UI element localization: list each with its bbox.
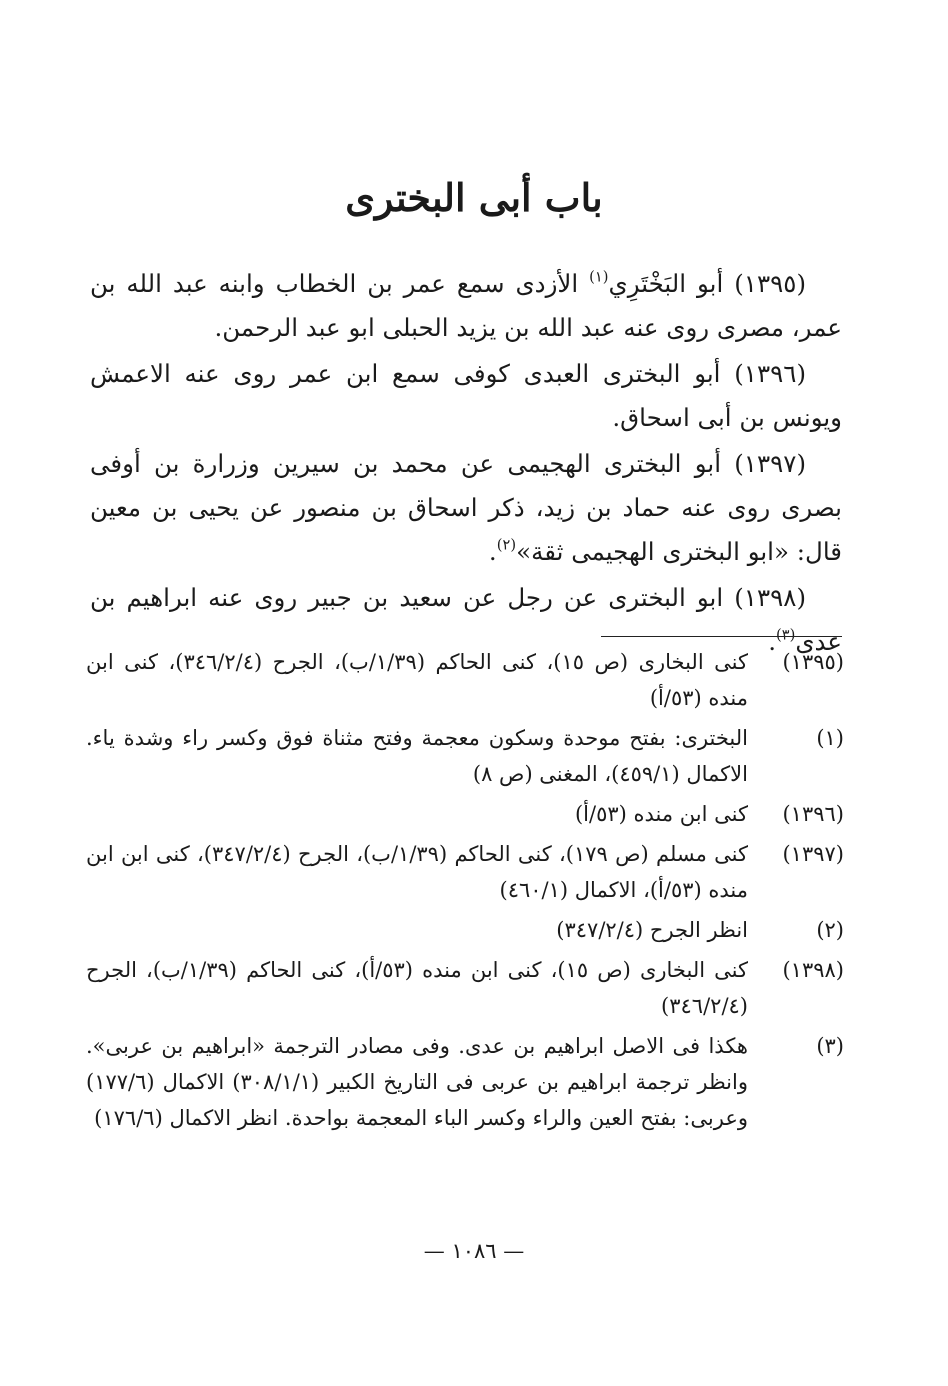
footnote-text: انظر الجرح (٣٤٧/٢/٤) (556, 918, 748, 942)
entry-name: أبو البَخْتَرِي (608, 269, 724, 298)
footnote-marker: (٢) (496, 536, 517, 554)
footnote-1395 (86, 644, 844, 716)
footnote-1397 (86, 836, 844, 908)
page-number: — ١٠٨٦ — (423, 1239, 525, 1263)
footnote-label: (١) (816, 726, 844, 750)
footnote-label: (١٣٩٦) (782, 802, 844, 826)
entry-text: الأزدى سمع عمر بن الخطاب وابنه عبد الله بن عمر، مصرى روى عنه عبد الله بن يزيد الحبلى ابو عبد الرحمن. (90, 269, 842, 342)
entry-number: (١٣٩٥) (734, 269, 806, 298)
entry-1396 (90, 352, 842, 440)
entry-text: ابو البخترى عن رجل عن سعيد بن جبير روى عنه ابراهيم بن عدى (90, 583, 842, 656)
entry-end: . (488, 537, 497, 566)
footnote-label: (٢) (816, 918, 844, 942)
entry-text: أبو البخترى الهجيمى عن محمد بن سيرين وزرارة بن أوفى بصرى روى عنه حماد بن زيد، ذكر اسحاق بن منصور عن يحيى بن معين قال: «ابو البخترى الهجيمى ثقة» (90, 449, 842, 566)
footnote-3 (86, 1028, 844, 1136)
footnote-text: كنى البخارى (ص ١٥)، كنى ابن منده (٥٣/أ)، كنى الحاكم (١/٣٩/ب)، الجرح (٣٤٦/٢/٤) (86, 958, 749, 1018)
entry-number: (١٣٩٨) (734, 583, 806, 612)
entry-text: أبو البخترى العبدى كوفى سمع ابن عمر روى عنه الاعمش ويونس بن أبى اسحاق. (90, 359, 842, 432)
entry-number: (١٣٩٧) (734, 449, 806, 478)
footnote-1 (86, 720, 844, 792)
footnote-text: البخترى: بفتح موحدة وسكون معجمة وفتح مثناة فوق وكسر راء وشدة ياء. الاكمال (٤٥٩/١)، المغنى (ص ٨) (86, 726, 748, 786)
footnote-1398 (86, 952, 844, 1024)
entry-1397 (90, 442, 842, 574)
footnote-marker: (١) (589, 268, 609, 286)
chapter-title: باب أبى البخترى (345, 175, 603, 220)
footnote-text: كنى البخارى (ص ١٥)، كنى الحاكم (١/٣٩/ب)، الجرح (٣٤٦/٢/٤)، كنى ابن منده (٥٣/أ) (86, 650, 748, 710)
footnote-1396 (86, 796, 844, 832)
footnote-2 (86, 912, 844, 948)
footnote-text: كنى ابن منده (٥٣/أ) (574, 802, 748, 826)
footnote-label: (١٣٩٥) (782, 650, 844, 674)
entry-1395 (90, 262, 842, 350)
footnotes-section (86, 644, 844, 1140)
footnote-marker: (٣) (775, 626, 796, 644)
footnote-text: هكذا فى الاصل ابراهيم بن عدى. وفى مصادر الترجمة «ابراهيم بن عربى». وانظر ترجمة ابراهيم بن عربى فى التاريخ الكبير (٣٠٨/١/١) الاكمال (١٧٧/٦) وعربى: بفتح العين والراء وكسر الباء المعجمة بواحدة. انظر الاكمال (١٧٦/٦) (86, 1034, 749, 1130)
footnote-text: كنى مسلم (ص ١٧٩)، كنى الحاكم (١/٣٩/ب)، الجرح (٣٤٧/٢/٤)، كنى ابن ابن منده (٥٣/أ)، الاكمال (٤٦٠/١) (86, 842, 748, 902)
footnote-divider (601, 636, 842, 637)
footnote-label: (١٣٩٧) (782, 842, 844, 866)
entries-section (90, 262, 842, 666)
entry-number: (١٣٩٦) (734, 359, 806, 388)
footnote-label: (١٣٩٨) (782, 958, 844, 982)
entry-end: . (768, 627, 776, 656)
footnote-label: (٣) (816, 1034, 844, 1058)
